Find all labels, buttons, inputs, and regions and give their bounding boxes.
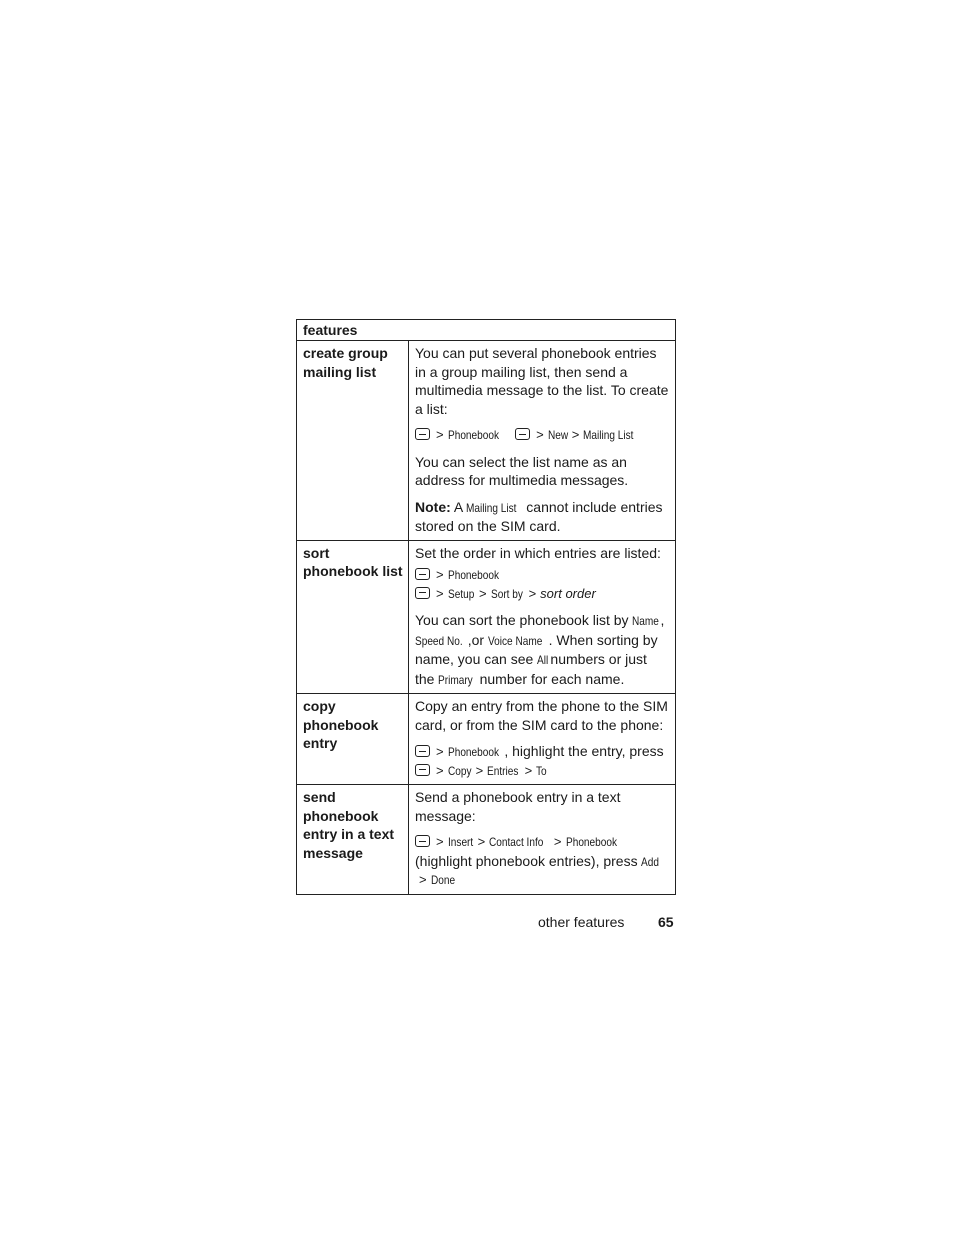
menu-item: New <box>547 428 568 442</box>
features-table <box>296 319 676 895</box>
menu-item: Speed No. <box>415 633 463 648</box>
description-text: You can put several phonebook entries in a group mailing list, then send a multimedia message to the list. To create a list: <box>415 345 669 417</box>
feature-description <box>409 341 676 541</box>
table-row <box>297 785 676 895</box>
menu-path: > Insert > Contact Info > Phonebook (highlight phonebook entries), press Add> Done <box>415 833 669 890</box>
menu-item: Add <box>641 854 660 869</box>
feature-description <box>409 785 676 895</box>
table-row <box>297 540 676 694</box>
menu-item: Phonebook <box>565 835 617 849</box>
menu-item: Insert <box>447 835 473 849</box>
menu-path: > Phonebook > New > Mailing List <box>415 426 669 445</box>
feature-description <box>409 540 676 694</box>
menu-item: Done <box>430 873 455 887</box>
description-text: Set the order in which entries are listed: <box>415 544 661 561</box>
menu-item: Phonebook <box>447 428 499 442</box>
menu-key-icon <box>415 428 430 440</box>
note-label: Note: <box>415 498 451 515</box>
page-number: 65 <box>658 914 674 930</box>
menu-item: Copy <box>447 763 472 778</box>
menu-item: Mailing List <box>583 428 634 442</box>
feature-description <box>409 694 676 785</box>
description-text: Copy an entry from the phone to the SIM card, or from the SIM card to the phone: <box>415 698 668 733</box>
menu-item: Name <box>632 614 660 628</box>
menu-item: Phonebook <box>447 568 499 582</box>
menu-path: > Phonebook , highlight the entry, press > Copy > Entries > To <box>415 742 669 780</box>
menu-variable: sort order <box>540 585 596 601</box>
note-text: A <box>453 498 463 515</box>
description-text: Send a phonebook entry in a text message: <box>415 789 621 824</box>
menu-key-icon <box>415 835 430 847</box>
menu-item: Phonebook <box>447 745 499 759</box>
menu-item: Sort by <box>490 586 523 601</box>
menu-item: All <box>537 653 549 667</box>
menu-item: To <box>536 763 547 778</box>
menu-key-icon <box>415 587 430 599</box>
menu-key-icon <box>515 428 530 440</box>
table-row <box>297 341 676 541</box>
feature-name: sort phonebook list <box>297 540 409 694</box>
note-text: cannot include entries stored on the SIM card. <box>415 498 663 534</box>
note <box>415 498 669 536</box>
menu-path: > Phonebook > Setup > Sort by > sort order <box>415 566 669 603</box>
table-row <box>297 694 676 785</box>
description-text: You can sort the phonebook list by Name, Speed No. ,or Voice Name . When sorting by name, you can see All numbers or just the Primary number for each name. <box>415 611 669 689</box>
menu-key-icon <box>415 745 430 757</box>
feature-name: create group mailing list <box>297 341 409 541</box>
feature-name: copy phonebook entry <box>297 694 409 785</box>
footer-section-title: other features <box>538 914 625 930</box>
menu-item: Mailing List <box>466 500 517 515</box>
menu-key-icon <box>415 568 430 580</box>
description-text: You can select the list name as an address for multimedia messages. <box>415 453 629 488</box>
menu-item: Voice Name <box>487 633 543 648</box>
menu-item: Setup <box>447 586 474 601</box>
menu-item: Contact Info <box>489 835 544 849</box>
table-header: features <box>297 320 676 341</box>
menu-item: Primary <box>438 672 474 687</box>
feature-name: send phonebook entry in a text message <box>297 785 409 895</box>
menu-key-icon <box>415 764 430 776</box>
table-header-row <box>297 320 676 341</box>
menu-item: Entries <box>487 763 519 778</box>
